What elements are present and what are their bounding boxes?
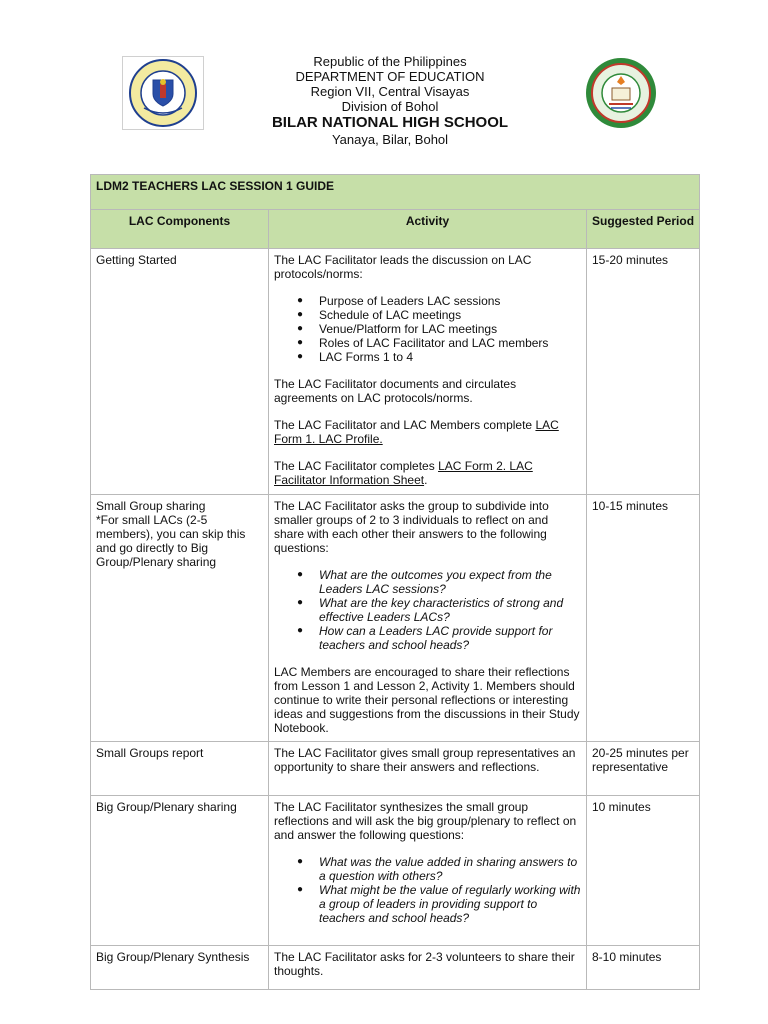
- table-row: [91, 946, 700, 990]
- activity-paragraph: [274, 459, 581, 487]
- activity-cell: [269, 796, 587, 946]
- table-row: [91, 796, 700, 946]
- paragraph-end: .: [424, 473, 428, 487]
- paragraph-text: The LAC Facilitator completes: [274, 459, 439, 473]
- activity-intro: The LAC Facilitator asks the group to subdivide into smaller groups of 2 to 3 individuals to reflect on and share with each other their answers to the following questions:: [274, 499, 549, 555]
- header-activity: Activity: [269, 210, 587, 249]
- table-row: [91, 249, 700, 495]
- activity-cell: [269, 495, 587, 742]
- activity-cell: The LAC Facilitator asks for 2-3 volunteers to share their thoughts.: [269, 946, 587, 990]
- list-item: ● What are the key characteristics of strong and effective Leaders LACs?: [319, 596, 581, 624]
- period-cell: 15-20 minutes: [587, 249, 700, 495]
- header-text-block: [230, 54, 550, 147]
- header-department: DEPARTMENT OF EDUCATION: [295, 69, 485, 84]
- list-item: ● What might be the value of regularly working with a group of leaders in providing support to teachers and school heads?: [319, 883, 581, 925]
- lac-form-2-link[interactable]: LAC Form 2. LAC Facilitator Information Sheet: [274, 459, 533, 487]
- activity-cell: The LAC Facilitator gives small group representatives an opportunity to share their answers and reflections.: [269, 742, 587, 796]
- component-cell: Small Groups report: [91, 742, 269, 796]
- table-header-row: [91, 210, 700, 249]
- component-cell: Big Group/Plenary sharing: [91, 796, 269, 946]
- list-item: ● What was the value added in sharing answers to a question with others?: [319, 855, 581, 883]
- activity-paragraph: The LAC Facilitator documents and circulates agreements on LAC protocols/norms.: [274, 377, 517, 405]
- deped-seal-logo: [122, 56, 204, 130]
- period-cell: 10-15 minutes: [587, 495, 700, 742]
- header-school-name: BILAR NATIONAL HIGH SCHOOL: [271, 114, 509, 131]
- document-header: [0, 54, 768, 154]
- activity-paragraph: LAC Members are encouraged to share their reflections from Lesson 1 and Lesson 2, Activity 1. Members should continue to write their personal reflections or interesting ideas and suggestions from the discussions in their Study Notebook.: [274, 665, 580, 735]
- component-cell: Big Group/Plenary Synthesis: [91, 946, 269, 990]
- period-cell: 8-10 minutes: [587, 946, 700, 990]
- activity-bullets: [274, 855, 581, 925]
- list-item: ● Purpose of Leaders LAC sessions: [319, 294, 581, 308]
- school-seal-logo: [581, 56, 661, 130]
- header-region: Region VII, Central Visayas: [310, 84, 470, 99]
- header-components: LAC Components: [91, 210, 269, 249]
- list-item: ● How can a Leaders LAC provide support for teachers and school heads?: [319, 624, 581, 652]
- activity-bullets: [274, 568, 581, 652]
- table-row: [91, 495, 700, 742]
- list-item: ● Schedule of LAC meetings: [319, 308, 581, 322]
- period-cell: 20-25 minutes per representative: [587, 742, 700, 796]
- table-row: [91, 742, 700, 796]
- component-cell: Getting Started: [91, 249, 269, 495]
- lac-form-1-link[interactable]: LAC Form 1. LAC Profile.: [274, 418, 559, 446]
- activity-cell: [269, 249, 587, 495]
- list-item: ● LAC Forms 1 to 4: [319, 350, 581, 364]
- activity-bullets: [274, 294, 581, 364]
- activity-paragraph: [274, 418, 581, 446]
- header-division: Division of Bohol: [341, 99, 439, 114]
- header-republic: Republic of the Philippines: [313, 54, 467, 69]
- header-period: Suggested Period: [587, 210, 700, 249]
- list-item: ● Venue/Platform for LAC meetings: [319, 322, 581, 336]
- list-item: ● Roles of LAC Facilitator and LAC members: [319, 336, 581, 350]
- header-address: Yanaya, Bilar, Bohol: [331, 132, 449, 147]
- activity-intro: The LAC Facilitator leads the discussion on LAC protocols/norms:: [274, 253, 532, 281]
- activity-intro: The LAC Facilitator synthesizes the small group reflections and will ask the big group/plenary to reflect on and answer the following questions:: [274, 800, 577, 842]
- lac-session-guide-table: [90, 174, 700, 990]
- table-title-row: [91, 175, 700, 210]
- paragraph-text: The LAC Facilitator and LAC Members complete: [274, 418, 536, 432]
- component-cell: Small Group sharing *For small LACs (2-5 members), you can skip this and go directly to Big Group/Plenary sharing: [91, 495, 269, 742]
- list-item: ● What are the outcomes you expect from the Leaders LAC sessions?: [319, 568, 581, 596]
- period-cell: 10 minutes: [587, 796, 700, 946]
- table-title: LDM2 TEACHERS LAC SESSION 1 GUIDE: [91, 175, 700, 210]
